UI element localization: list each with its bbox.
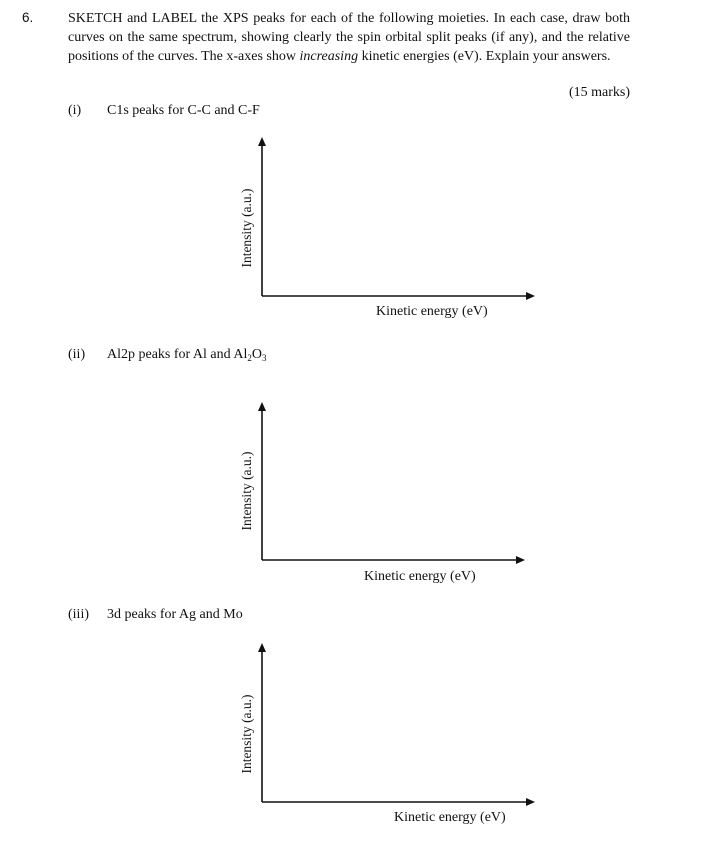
part-2-label-mid: O	[251, 347, 262, 362]
instruction-text-1: SKETCH and LABEL the XPS peaks for each of the following moieties. In each case, draw both curves on the same spectrum, showing clearly the spin orbital split peaks (if any), and the relative positions of the curves. The x-axes show	[68, 11, 630, 64]
graph-2-x-label: Kinetic energy (eV)	[364, 569, 476, 584]
graph-1-y-arrow	[258, 137, 266, 146]
part-3-label: 3d peaks for Ag and Mo	[107, 607, 243, 622]
graph-1-x-label: Kinetic energy (eV)	[376, 304, 488, 319]
graph-1-x-arrow	[526, 292, 535, 300]
part-2-label-prefix: Al2p peaks for Al and Al	[107, 347, 248, 362]
marks-allocation: (15 marks)	[568, 85, 630, 100]
graph-3-x-arrow	[526, 798, 535, 806]
instruction-italic-word: increasing	[299, 49, 359, 64]
part-2-number: (ii)	[68, 347, 86, 362]
graph-2-y-label: Intensity (a.u.)	[239, 451, 254, 531]
question-number: 6.	[22, 10, 34, 25]
instruction-text-2: kinetic energies (eV). Explain your answers.	[358, 49, 611, 64]
part-1-number: (i)	[68, 103, 82, 118]
graph-1-y-label: Intensity (a.u.)	[239, 188, 254, 268]
part-1-label: C1s peaks for C-C and C-F	[107, 103, 260, 118]
graph-2-y-arrow	[258, 402, 266, 411]
part-2-label-sub1: 2	[247, 353, 252, 363]
graph-3-y-label: Intensity (a.u.)	[239, 694, 254, 774]
graph-3-x-label: Kinetic energy (eV)	[394, 810, 506, 825]
graph-3-axes	[258, 643, 535, 806]
part-3-number: (iii)	[68, 607, 89, 622]
graph-1-axes	[258, 137, 535, 300]
graph-2-axes	[258, 402, 525, 564]
part-2-label-sub2: 3	[262, 353, 267, 363]
graph-2-x-arrow	[516, 556, 525, 564]
graph-3-y-arrow	[258, 643, 266, 652]
